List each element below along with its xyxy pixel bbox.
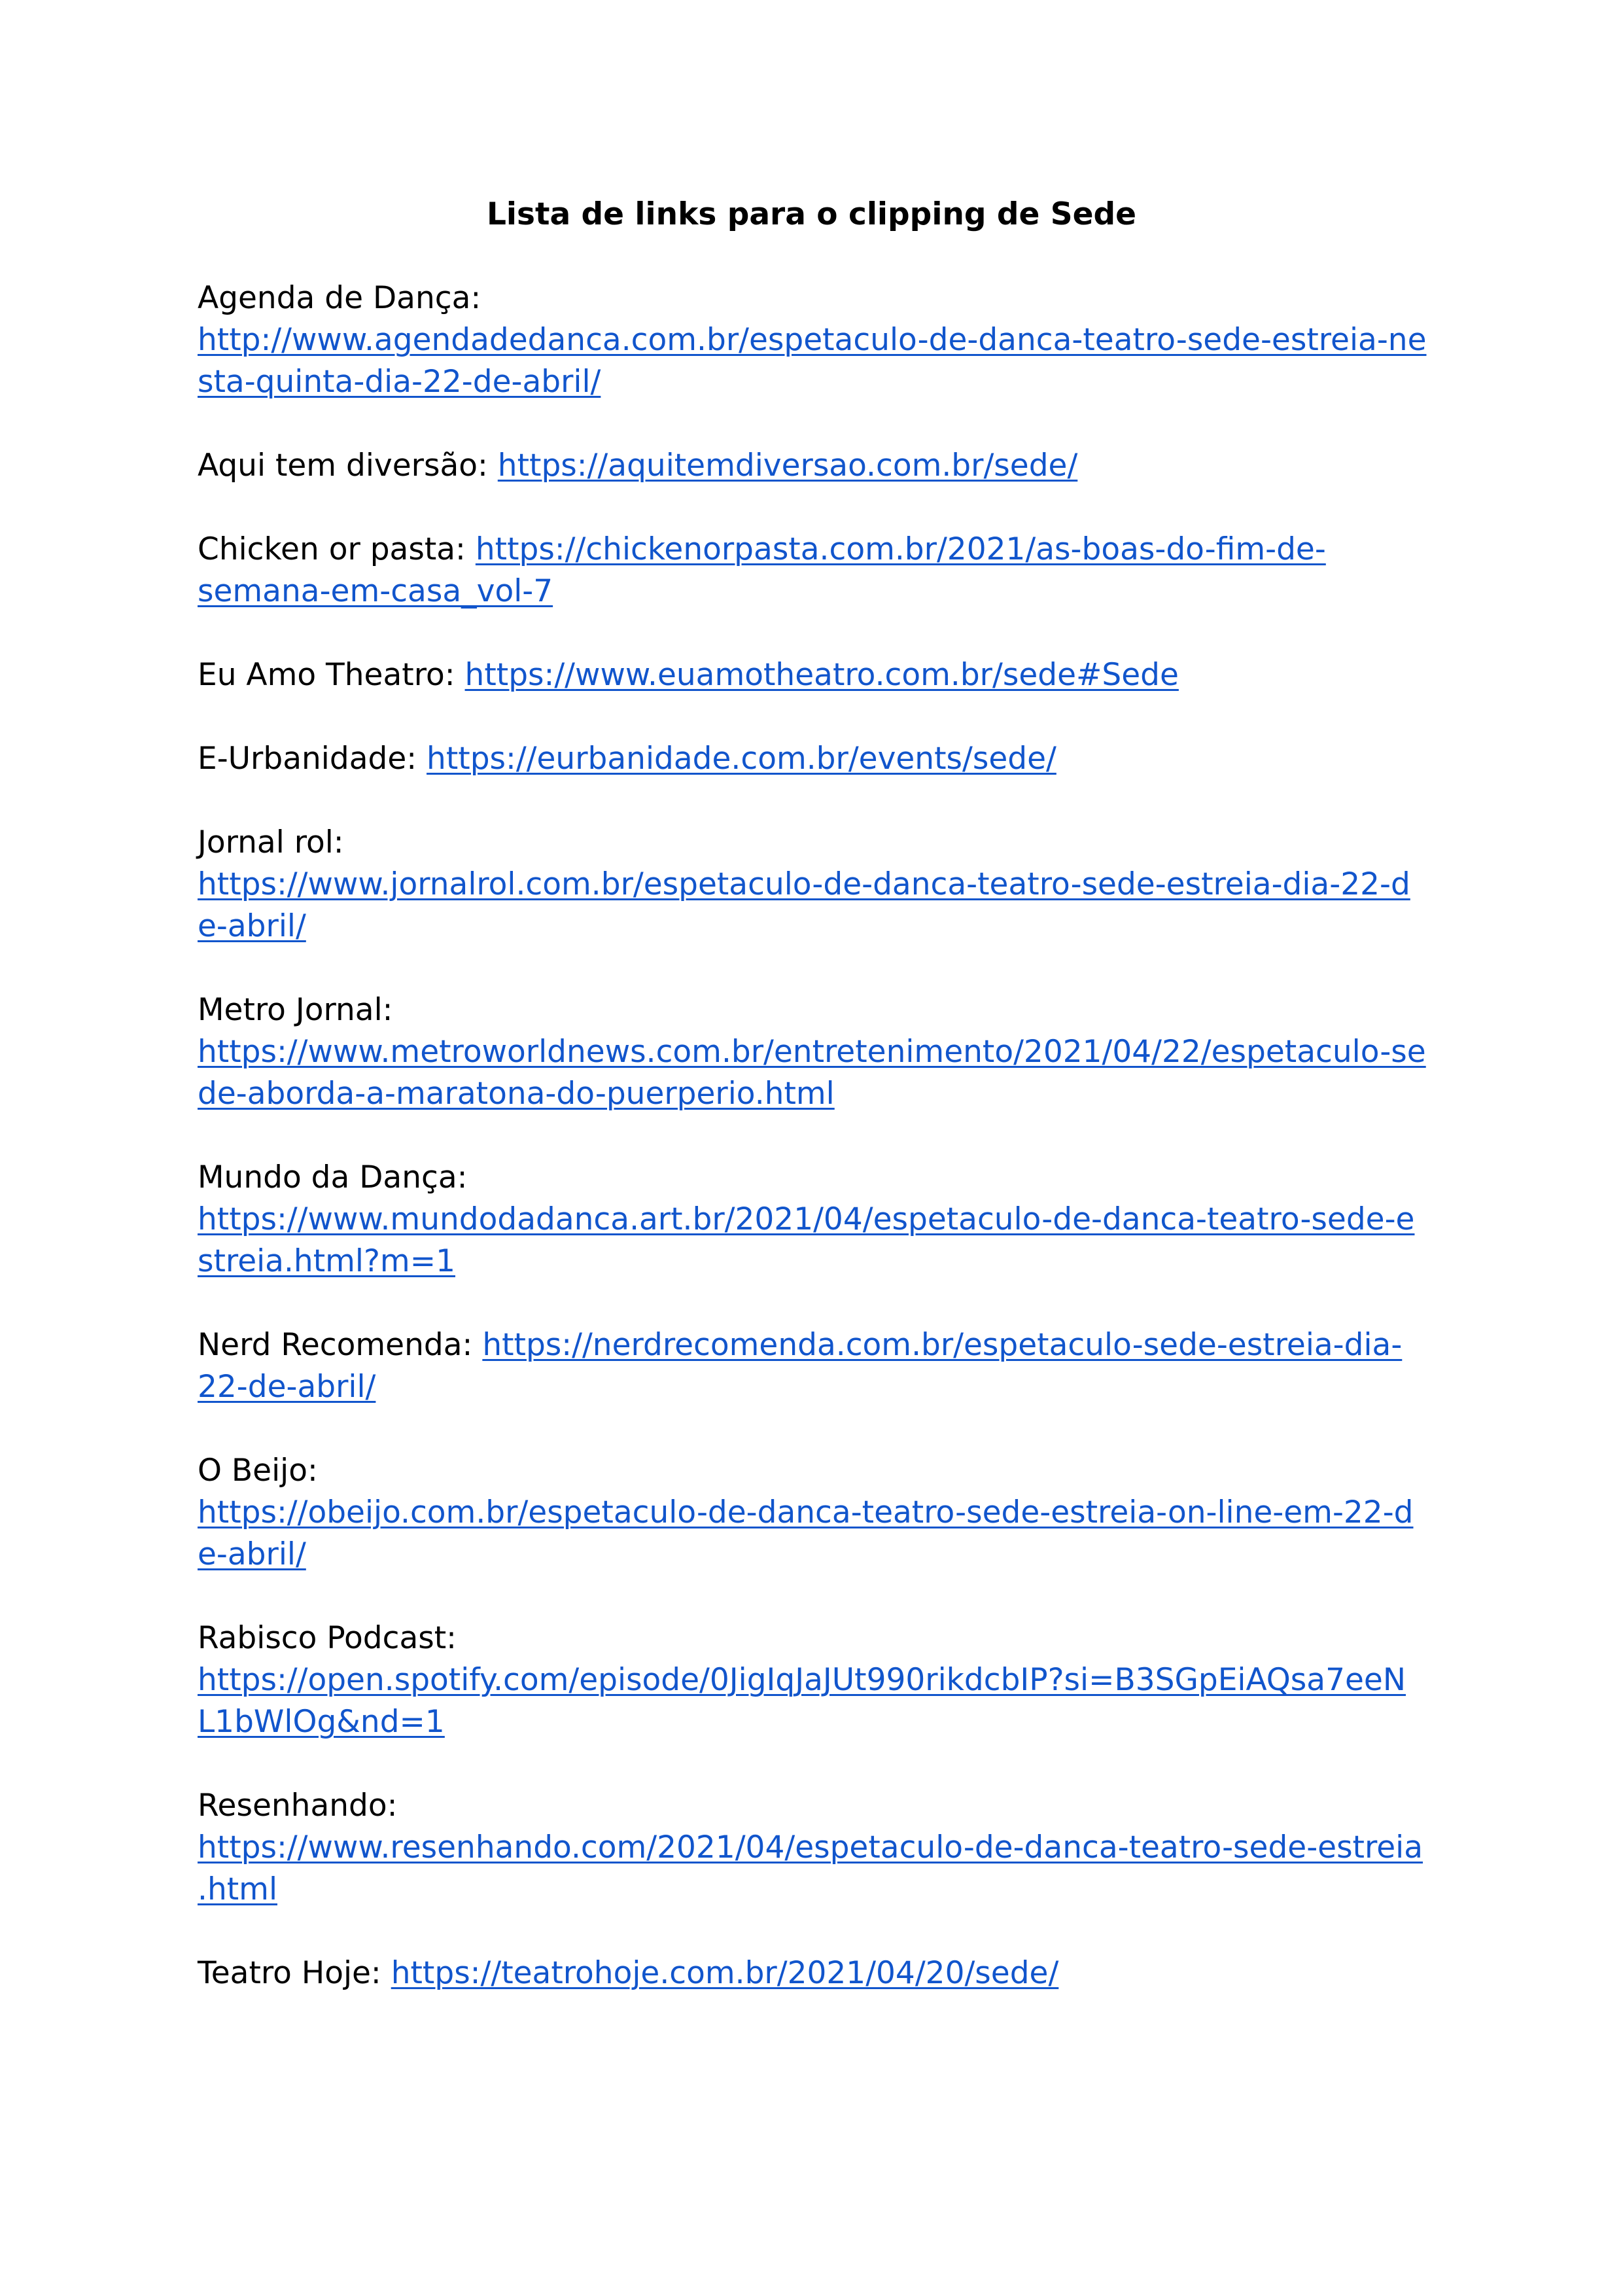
entry-link[interactable] — [198, 1829, 1423, 1907]
entry-label: E-Urbanidade: — [198, 741, 417, 777]
list-item — [198, 445, 1440, 487]
entry-label: Chicken or pasta: — [198, 531, 466, 567]
entry-label: Agenda de Dança: — [198, 280, 481, 316]
entry-label: Mundo da Dança: — [198, 1159, 468, 1195]
entry-label: Teatro Hoje: — [198, 1955, 381, 1991]
link-list — [198, 277, 1440, 2036]
entry-link-text[interactable]: https://www.euamotheatro.com.br/sede#Sede — [464, 657, 1179, 693]
entry-link-text[interactable]: https://aquitemdiversao.com.br/sede/ — [497, 448, 1078, 484]
entry-label: Jornal rol: — [198, 824, 344, 860]
entry-link-text[interactable]: https://eurbanidade.com.br/events/sede/ — [427, 741, 1056, 777]
list-item — [198, 654, 1440, 696]
entry-link-text[interactable]: https://open.spotify.com/episode/0JigIqJaJUt990rikdcbIP?si=B3SGpEiAQsa7eeN — [198, 1662, 1406, 1698]
list-item — [198, 1450, 1440, 1576]
entry-link[interactable] — [198, 1494, 1414, 1572]
list-item — [198, 277, 1440, 403]
list-item — [198, 1785, 1440, 1911]
entry-link-text[interactable]: https://www.metroworldnews.com.br/entretenimento/2021/04/22/espetaculo-se — [198, 1034, 1426, 1070]
entry-link-text[interactable]: https://www.resenhando.com/2021/04/espetaculo-de-danca-teatro-sede-estreia — [198, 1829, 1423, 1865]
entry-link-text[interactable]: streia.html?m=1 — [198, 1243, 455, 1279]
entry-link[interactable] — [198, 1662, 1406, 1740]
list-item — [198, 1324, 1440, 1408]
entry-link-text[interactable]: L1bWlOg&nd=1 — [198, 1704, 445, 1740]
entry-label: O Beijo: — [198, 1453, 318, 1489]
entry-label: Rabisco Podcast: — [198, 1620, 457, 1656]
entry-link-text[interactable]: http://www.agendadedanca.com.br/espetaculo-de-danca-teatro-sede-estreia-ne — [198, 322, 1427, 358]
entry-link-text[interactable]: de-aborda-a-maratona-do-puerperio.html — [198, 1076, 835, 1112]
entry-link-text[interactable]: https://www.mundodadanca.art.br/2021/04/espetaculo-de-danca-teatro-sede-e — [198, 1201, 1415, 1237]
list-item — [198, 1952, 1440, 1994]
list-item — [198, 738, 1440, 780]
entry-link-text[interactable]: .html — [198, 1871, 277, 1907]
entry-link-text[interactable]: e-abril/ — [198, 908, 306, 944]
list-item — [198, 989, 1440, 1115]
list-item — [198, 1157, 1440, 1282]
entry-label: Resenhando: — [198, 1788, 398, 1824]
entry-link-text[interactable]: https://www.jornalrol.com.br/espetaculo-de-danca-teatro-sede-estreia-dia-22-d — [198, 866, 1410, 902]
entry-link[interactable] — [465, 657, 1179, 693]
entry-link[interactable] — [498, 448, 1077, 484]
entry-link-text[interactable]: https://teatrohoje.com.br/2021/04/20/sede/ — [391, 1955, 1059, 1991]
entry-link[interactable] — [427, 741, 1056, 777]
entry-link-text[interactable]: https://nerdrecomenda.com.br/espetaculo-sede-estreia-dia-22-de-abril/ — [198, 1327, 1403, 1405]
entry-link[interactable] — [198, 866, 1410, 944]
entry-link[interactable] — [198, 322, 1427, 400]
entry-link-text[interactable]: e-abril/ — [198, 1536, 306, 1572]
list-item — [198, 529, 1440, 612]
list-item — [198, 822, 1440, 947]
entry-label: Eu Amo Theatro: — [198, 657, 455, 693]
page-title: Lista de links para o clipping de Sede — [486, 196, 1137, 232]
entry-link[interactable] — [391, 1955, 1059, 1991]
entry-link[interactable] — [198, 1034, 1426, 1112]
entry-link[interactable] — [198, 1201, 1414, 1279]
entry-link-text[interactable]: https://obeijo.com.br/espetaculo-de-danca-teatro-sede-estreia-on-line-em-22-d — [198, 1494, 1414, 1530]
entry-link-text[interactable]: sta-quinta-dia-22-de-abril/ — [198, 364, 601, 400]
entry-label: Nerd Recomenda: — [198, 1327, 473, 1363]
entry-label: Aqui tem diversão: — [198, 448, 488, 484]
entry-link-text[interactable]: https://chickenorpasta.com.br/2021/as-boas-do-fim-de-semana-em-casa_vol-7 — [198, 531, 1326, 609]
list-item — [198, 1617, 1440, 1743]
entry-label: Metro Jornal: — [198, 992, 393, 1028]
